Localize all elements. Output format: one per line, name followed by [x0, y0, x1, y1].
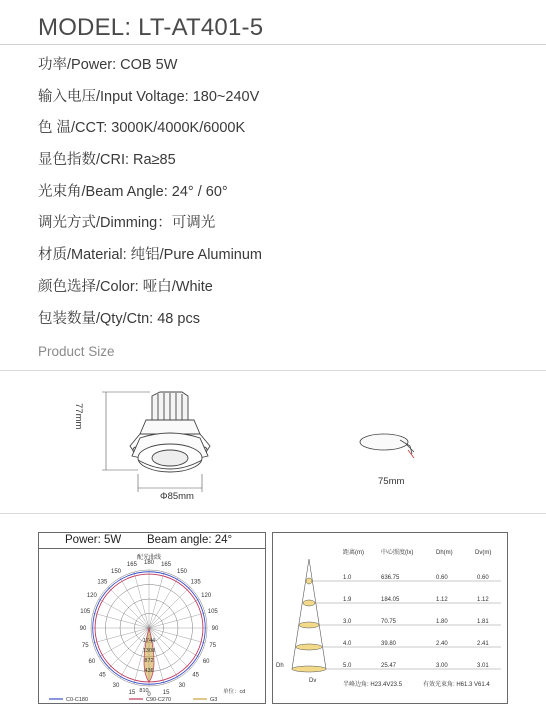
polar-radial-value: 1744 — [142, 638, 156, 644]
polar-angle-label: 120 — [201, 593, 212, 599]
spec-power: 功率/Power: COB 5W — [38, 57, 178, 73]
polar-beam-label: Beam angle: 24° — [147, 534, 233, 546]
polar-angle-label: 0 — [147, 692, 151, 698]
polar-header — [39, 533, 265, 549]
title-divider — [0, 44, 546, 45]
spec-cri: 显色指数/CRI: Ra≥85 — [38, 152, 176, 169]
beam-footer-right: 有效光束角: H61.3 V61.4 — [423, 682, 490, 688]
beam-table-cell: 636.75 — [381, 575, 400, 581]
polar-radial-value: 436 — [144, 668, 154, 674]
beam-spot — [303, 600, 315, 606]
polar-radial-value: 1308 — [142, 648, 156, 654]
beam-table-cell: 2.41 — [477, 641, 489, 647]
polar-spoke — [108, 587, 149, 628]
beam-table-cell: 3.00 — [436, 663, 448, 669]
polar-spoke — [149, 628, 205, 643]
beam-spot — [306, 578, 312, 584]
polar-angle-label: 75 — [209, 643, 217, 650]
polar-spoke — [149, 572, 164, 628]
spec-dimming: 调光方式/Dimming：可调光 — [38, 215, 216, 232]
beam-table-cell: 4.0 — [343, 641, 352, 647]
beam-table-cell: 39.80 — [381, 641, 397, 647]
polar-spoke — [99, 599, 149, 628]
beam-footer-left: 半峰边角: H23.4V23.5 — [343, 682, 403, 688]
polar-spoke — [134, 572, 149, 628]
legend-label: G3 — [210, 697, 218, 703]
polar-angle-label: 75 — [81, 643, 89, 650]
polar-spoke — [149, 587, 190, 628]
polar-angle-label: 60 — [88, 659, 96, 665]
downlight-side-drawing — [90, 388, 240, 503]
polar-angle-label: 15 — [128, 689, 136, 696]
product-size-heading: Product Size — [38, 344, 115, 359]
beam-table-header: 中心照度(lx) — [381, 550, 414, 556]
polar-angle-label: 135 — [97, 579, 108, 586]
polar-spoke — [120, 578, 149, 628]
polar-angle-label: 150 — [176, 568, 188, 575]
spec-color: 颜色选择/Color: 哑白/White — [38, 278, 213, 295]
polar-spoke — [149, 628, 199, 657]
polar-curve-panel — [38, 532, 266, 704]
polar-angle-label: 105 — [80, 608, 91, 615]
polar-angle-label: 15 — [162, 689, 170, 696]
beam-table-header: Dv(m) — [475, 550, 492, 556]
spec-cct: 色 温/CCT: 3000K/4000K/6000K — [38, 120, 246, 137]
cutout-dimension: 75mm — [378, 476, 405, 487]
polar-angle-label: 150 — [110, 568, 122, 575]
beam-spot — [299, 622, 319, 628]
section-divider-top — [0, 370, 546, 371]
height-dimension: 77mm — [73, 403, 84, 430]
beam-cone-outline — [292, 559, 326, 669]
polar-diagram — [39, 550, 265, 704]
polar-radial-value: 872 — [144, 658, 154, 664]
beam-table-cell: 5.0 — [343, 663, 352, 669]
beam-illuminance-panel — [272, 532, 508, 704]
polar-angle-label: 60 — [202, 659, 210, 665]
beam-table-cell: 184.05 — [381, 597, 400, 603]
beam-table-cell: 0.60 — [436, 575, 448, 581]
beam-table-cell: 1.0 — [343, 575, 352, 581]
beam-table-cell: 70.75 — [381, 619, 397, 625]
beam-table-cell: 1.81 — [477, 619, 489, 625]
beam-table-cell: 1.9 — [343, 597, 352, 603]
section-divider-bottom — [0, 513, 546, 514]
beam-spot — [292, 666, 326, 672]
beam-table-header: Dh(m) — [436, 550, 453, 556]
polar-angle-label: 30 — [178, 683, 186, 690]
spec-material: 材质/Material: 纯铝/Pure Aluminum — [38, 247, 263, 264]
dv-label: Dv — [309, 678, 317, 684]
polar-center-value: 810 — [139, 688, 149, 694]
polar-angle-label: 90 — [211, 626, 219, 632]
beam-cone-diagram — [273, 533, 507, 703]
model-title: MODEL: LT-AT401-5 — [38, 14, 264, 41]
beam-table-cell: 1.12 — [436, 597, 448, 603]
polar-spoke — [149, 599, 199, 628]
spec-list — [38, 55, 262, 340]
cutout-drawing — [356, 428, 426, 468]
polar-spoke — [149, 578, 178, 628]
polar-spoke — [149, 628, 190, 669]
polar-angle-label: 30 — [112, 683, 120, 690]
dh-label: Dh — [276, 663, 284, 669]
polar-angle-label: 45 — [192, 672, 200, 679]
polar-angle-label: 180 — [143, 560, 155, 566]
polar-power-label: Power: 5W — [65, 534, 122, 546]
beam-table-cell: 25.47 — [381, 663, 397, 669]
polar-angle-label: 135 — [190, 579, 201, 586]
polar-angle-label: 165 — [161, 562, 172, 569]
polar-angle-label: 105 — [207, 608, 218, 615]
beam-table-cell: 1.80 — [436, 619, 448, 625]
beam-table-cell: 0.60 — [477, 575, 489, 581]
polar-angle-label: 45 — [98, 672, 106, 679]
legend-label: C90-C270 — [146, 697, 172, 703]
diameter-dimension: Φ85mm — [160, 491, 194, 502]
polar-unit: 单位：cd — [223, 689, 246, 695]
spec-beam-angle: 光束角/Beam Angle: 24° / 60° — [38, 183, 228, 200]
polar-angle-label: 165 — [126, 562, 137, 569]
spec-voltage: 输入电压/Input Voltage: 180~240V — [38, 88, 260, 105]
beam-table-cell: 1.12 — [477, 597, 489, 603]
polar-spoke — [93, 628, 149, 643]
polar-title: 配光曲线 — [136, 555, 162, 561]
beam-table-cell: 3.0 — [343, 619, 352, 625]
polar-angle-label: 120 — [86, 593, 97, 599]
polar-spoke — [99, 628, 149, 657]
beam-spot — [296, 644, 322, 650]
polar-angle-label: 90 — [79, 626, 87, 632]
spec-qty: 包装数量/Qty/Ctn: 48 pcs — [38, 310, 200, 327]
beam-table-header: 距离(m) — [343, 550, 364, 556]
beam-table-cell: 3.01 — [477, 663, 489, 669]
beam-table-cell: 2.40 — [436, 641, 448, 647]
polar-spoke — [93, 613, 149, 628]
legend-label: C0-C180 — [66, 697, 89, 703]
polar-spoke — [149, 613, 205, 628]
